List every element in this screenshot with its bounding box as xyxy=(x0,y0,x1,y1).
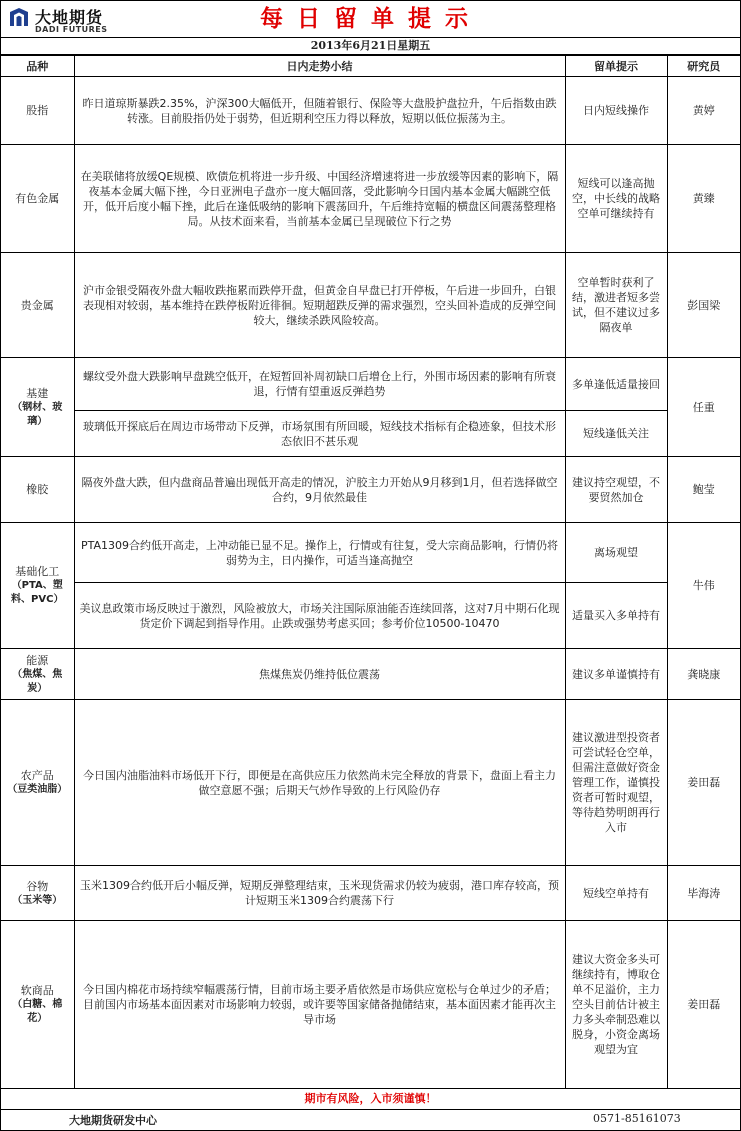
variety-name: 贵金属 xyxy=(20,298,54,312)
variety-cell xyxy=(1,77,74,145)
variety-subname: （白糖、棉花） xyxy=(12,999,63,1024)
researcher-cell: 黄婷 xyxy=(667,77,740,145)
tip-cell: 建议大资金多头可继续持有，博取仓单不足溢价，主力空头目前估计被主力多头牵制恐难以脱身，小资金离场观望为宜 xyxy=(565,921,667,1089)
researcher-cell: 龚晓康 xyxy=(667,649,740,700)
summary-cell: 玻璃低开探底后在周边市场带动下反弹，市场氛围有所回暖，短线技术指标有企稳迹象，但技术形态依旧不甚乐观 xyxy=(74,411,565,457)
page-header xyxy=(1,1,740,38)
summary-cell: 焦煤焦炭仍维持低位震荡 xyxy=(74,649,565,700)
variety-subname: （焦煤、焦炭） xyxy=(12,668,63,694)
variety-subname: （钢材、玻璃） xyxy=(12,401,63,427)
summary-cell: 螺纹受外盘大跌影响早盘跳空低开，在短暂回补周初缺口后增仓上行，外围市场因素的影响有所衰退，行情有望重返反弹趋势 xyxy=(74,358,565,411)
table-row xyxy=(1,700,740,866)
variety-cell xyxy=(1,523,74,649)
tip-cell: 建议持空观望，不要贸然加仓 xyxy=(565,457,667,523)
table-row xyxy=(1,358,740,411)
table-row xyxy=(1,583,740,649)
researcher-cell: 姜田磊 xyxy=(667,921,740,1089)
variety-cell xyxy=(1,866,74,921)
table-row xyxy=(1,457,740,523)
variety-cell xyxy=(1,457,74,523)
summary-cell: 今日国内油脂油料市场低开下行，即便是在高供应压力依然尚未完全释放的背景下，盘面上看主力做空意愿不强；后期天气炒作导致的上行风险仍存 xyxy=(74,700,565,866)
logo-text-cn: 大地期货 xyxy=(35,8,104,27)
variety-name: 谷物 xyxy=(26,879,49,893)
table-row xyxy=(1,411,740,457)
summary-cell: 玉米1309合约低开后小幅反弹，短期反弹整理结束，玉米现货需求仍较为疲弱，港口库存较高，预计短期玉米1309合约震荡下行 xyxy=(74,866,565,921)
variety-name: 橡胶 xyxy=(26,483,49,496)
tips-table xyxy=(1,55,740,1089)
tip-cell: 短线可以逢高抛空，中长线的战略空单可继续持有 xyxy=(565,145,667,253)
variety-cell xyxy=(1,921,74,1089)
tip-cell: 建议多单谨慎持有 xyxy=(565,649,667,700)
column-header-tip: 留单提示 xyxy=(565,56,667,77)
dadi-futures-logo xyxy=(7,5,127,35)
researcher-cell: 任重 xyxy=(667,358,740,457)
summary-cell: 沪市金银受隔夜外盘大幅收跌拖累而跌停开盘，但黄金自早盘已打开停板，午后进一步回升，白银表现相对较弱，基本维持在跌停板附近徘徊。短期超跌反弹的需求强烈，空头回补造成的反弹空间较大，继续杀跌风险较高。 xyxy=(74,253,565,358)
variety-subname: （PTA、塑料、PVC） xyxy=(11,580,64,605)
footer-organization: 大地期货研发中心 xyxy=(69,1114,157,1127)
tip-cell: 建议激进型投资者可尝试轻仓空单，但需注意做好资金管理工作，谨慎投资者可暂时观望，等待趋势明朗再行入市 xyxy=(565,700,667,866)
report-date: 2013年6月21日星期五 xyxy=(1,37,740,55)
tip-cell: 空单暂时获利了结，激进者短多尝试，但不建议过多隔夜单 xyxy=(565,253,667,358)
summary-cell: 隔夜外盘大跌，但内盘商品普遍出现低开高走的情况，沪胶主力开始从9月移到1月，但若选择做空合约，9月依然最佳 xyxy=(74,457,565,523)
tip-cell: 短线空单持有 xyxy=(565,866,667,921)
variety-cell xyxy=(1,253,74,358)
variety-name: 有色金属 xyxy=(15,192,60,205)
summary-cell: PTA1309合约低开高走，上冲动能已显不足。操作上，行情或有往复，受大宗商品影响，行情仍将弱势为主，日内操作，可适当逢高抛空 xyxy=(74,523,565,583)
variety-name: 农产品 xyxy=(20,769,54,782)
variety-name: 软商品 xyxy=(20,984,54,997)
researcher-cell: 牛伟 xyxy=(667,523,740,649)
variety-name: 基础化工 xyxy=(15,565,60,578)
table-row xyxy=(1,921,740,1089)
researcher-cell: 黄臻 xyxy=(667,145,740,253)
summary-cell: 在美联储将放缓QE规模、欧债危机将进一步升级、中国经济增速将进一步放缓等因素的影响下，隔夜基本金属大幅下挫，今日亚洲电子盘亦一度大幅回落，受此影响今日国内基本金属大幅跳空低开，低开后度小幅下挫，此后在逢低吸纳的影响下震荡回升，午后维持宽幅的横盘区间震荡整理格局。从技术面来看，当前基本金属已呈现破位下行之势 xyxy=(74,145,565,253)
table-row xyxy=(1,145,740,253)
table-row xyxy=(1,649,740,700)
column-header-summary: 日内走势小结 xyxy=(74,56,565,77)
variety-subname: （玉米等） xyxy=(12,894,63,906)
researcher-cell: 姜田磊 xyxy=(667,700,740,866)
table-row xyxy=(1,523,740,583)
table-header-row xyxy=(1,56,740,77)
tip-cell: 短线逢低关注 xyxy=(565,411,667,457)
table-row xyxy=(1,866,740,921)
tip-cell: 适量买入多单持有 xyxy=(565,583,667,649)
variety-name: 股指 xyxy=(26,104,49,117)
researcher-cell: 彭国梁 xyxy=(667,253,740,358)
researcher-cell: 毕海涛 xyxy=(667,866,740,921)
tip-cell: 离场观望 xyxy=(565,523,667,583)
variety-cell xyxy=(1,145,74,253)
column-header-variety: 品种 xyxy=(1,56,74,77)
tip-cell: 日内短线操作 xyxy=(565,77,667,145)
table-row xyxy=(1,77,740,145)
summary-cell: 今日国内棉花市场持续窄幅震荡行情，目前市场主要矛盾依然是市场供应宽松与仓单过少的矛盾；目前国内市场基本面因素对市场影响力较弱，或许要等国家储备抛储结束，基本面因素才能再次主导市场 xyxy=(74,921,565,1089)
table-row xyxy=(1,253,740,358)
variety-cell xyxy=(1,700,74,866)
tip-cell: 多单逢低适量接回 xyxy=(565,358,667,411)
logo-text-en: DADI FUTURES xyxy=(35,25,108,34)
variety-subname: （豆类油脂） xyxy=(7,784,68,795)
variety-name: 基建 xyxy=(26,386,49,400)
dadi-logo-icon xyxy=(7,6,31,30)
risk-warning: 期市有风险，入市须谨慎！ xyxy=(1,1088,740,1110)
page-footer xyxy=(1,1109,740,1130)
footer-phone: 0571-85161073 xyxy=(593,1112,681,1125)
column-header-researcher: 研究员 xyxy=(667,56,740,77)
variety-cell xyxy=(1,358,74,457)
page-title: 每日留单提示 xyxy=(260,6,482,32)
summary-cell: 昨日道琼斯暴跌2.35%，沪深300大幅低开，但随着银行、保险等大盘股护盘拉升，午后指数由跌转涨。目前股指仍处于弱势，但近期利空压力得以释放，短期以低位振荡为主。 xyxy=(74,77,565,145)
variety-cell xyxy=(1,649,74,700)
variety-name: 能源 xyxy=(26,653,49,667)
summary-cell: 美议息政策市场反映过于激烈，风险被放大，市场关注国际原油能否连续回落，这对7月中期石化现货定价下调起到指导作用。止跌或强势考虑买回；参考价位10500-10470 xyxy=(74,583,565,649)
researcher-cell: 鲍莹 xyxy=(667,457,740,523)
